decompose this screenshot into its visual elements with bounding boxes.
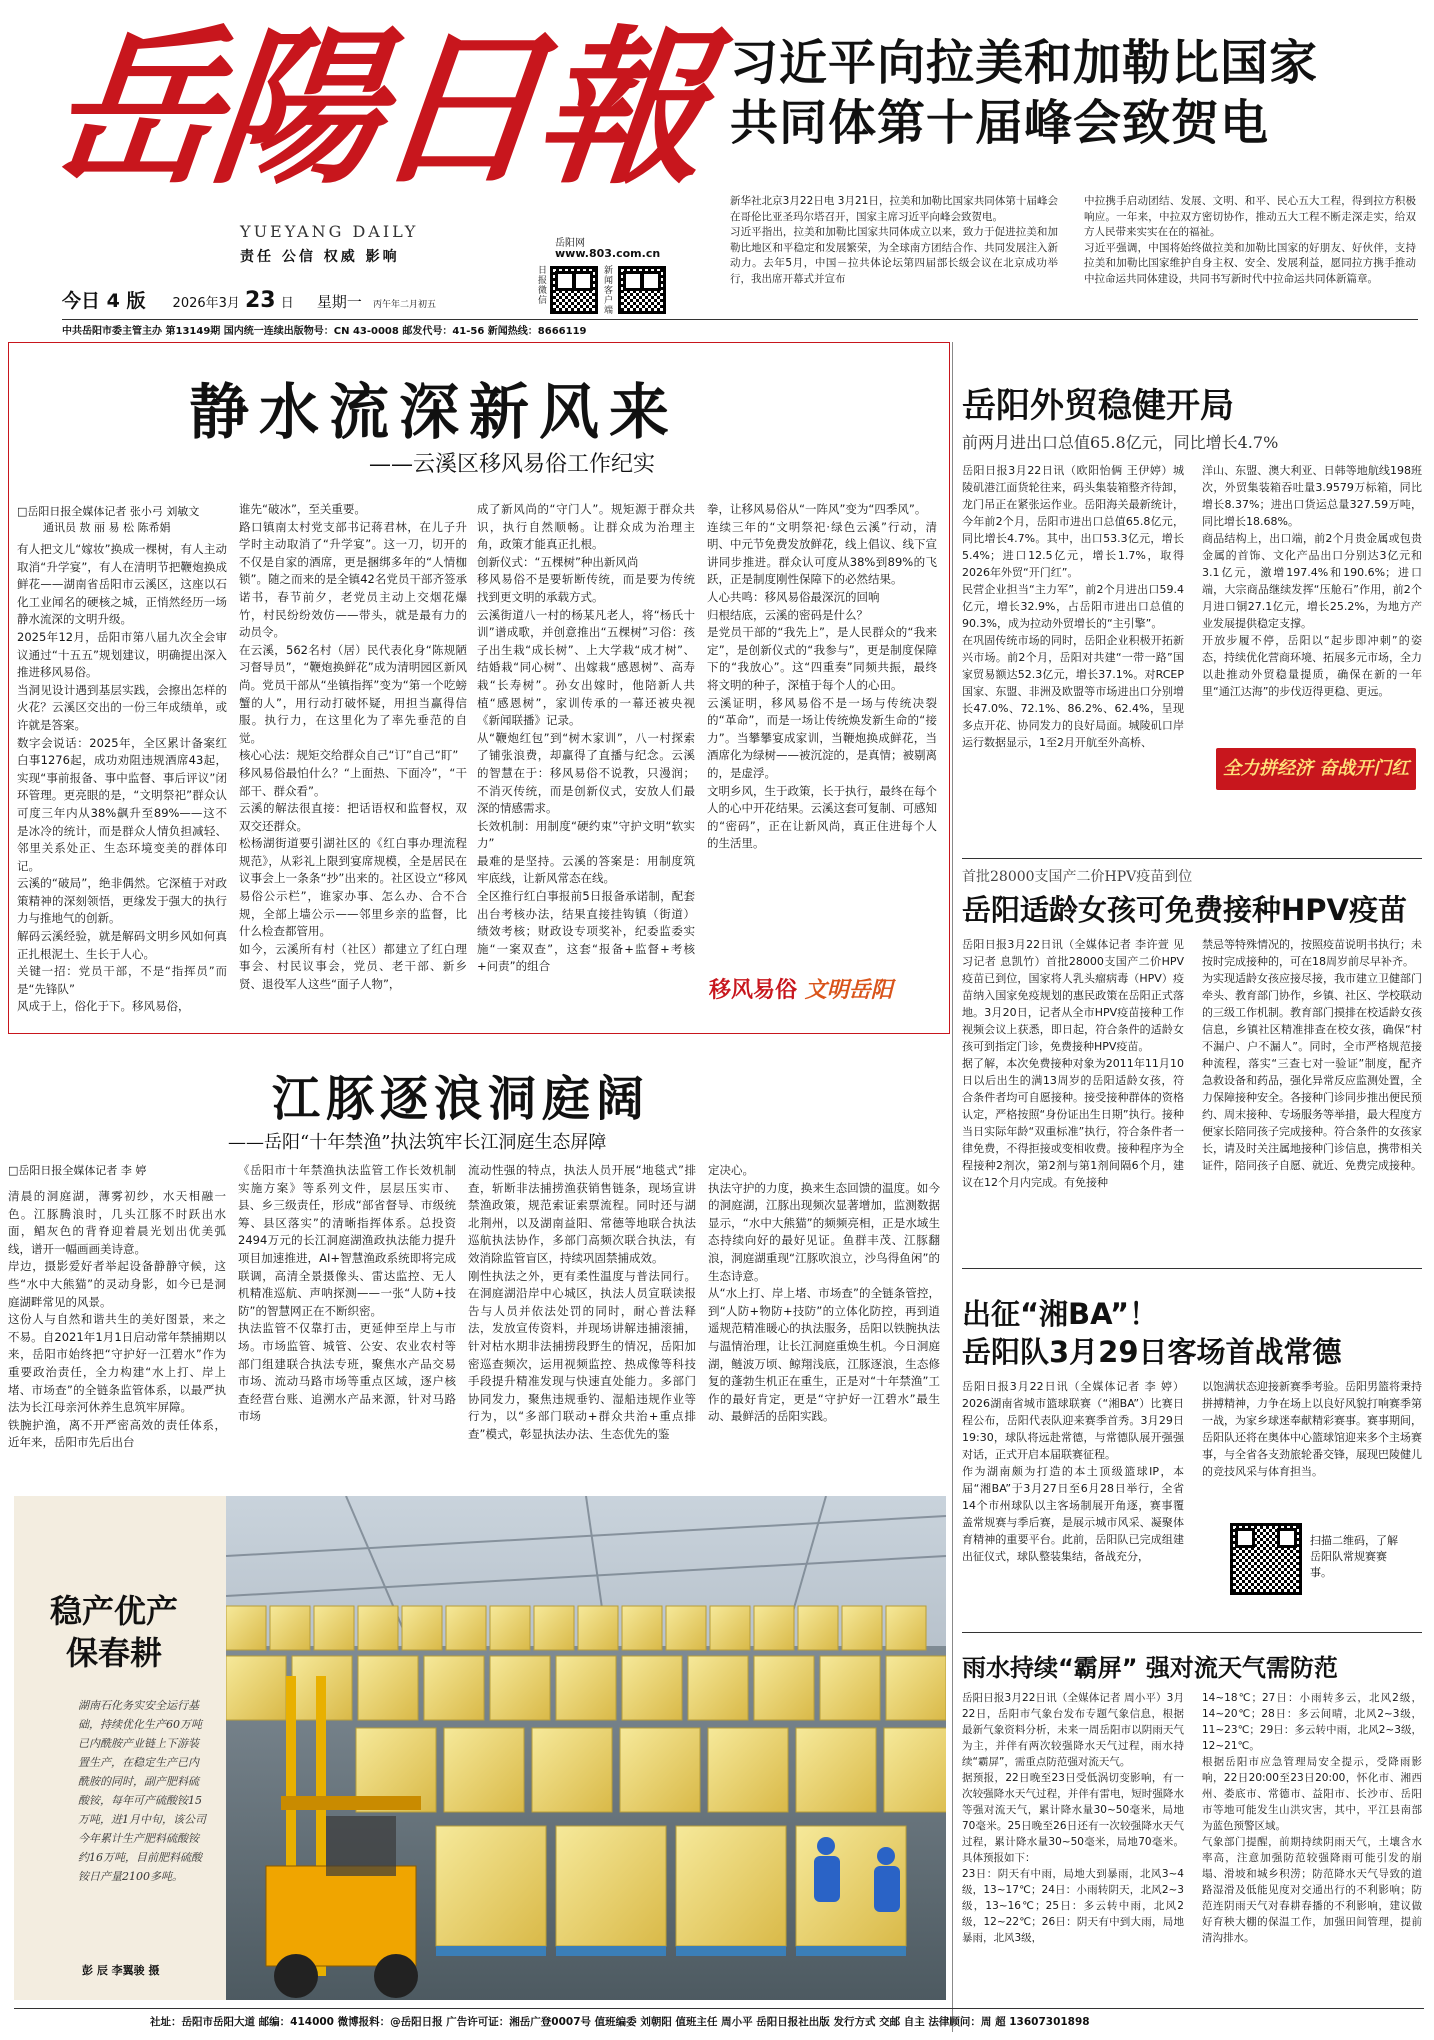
banner-text: 全力拼经济 奋战开门红 xyxy=(1222,758,1410,779)
hpv-story xyxy=(962,858,1422,1258)
feature1-col-2: 谁先“破冰”，至关重要。 路口镇南太村党支部书记蒋君林，在儿子升学时主动取消了“升学宴”。这一刀，切开的不仅是自家的酒席，更是捆绑多年的“人情枷锁”。随之而来的是全镇42名党员干部齐签承诺书，春节前夕，老党员主动上交烟花爆竹，村民纷纷效仿——带头，就是最有力的动员令。 在云溪，562名村（居）民代表化身“陈规陋习督导员”，“鞭炮换鲜花”成为清明园区新风尚。党员干部从“坐镇指挥”变为“第一个吃螃蟹的人”，用行动打破怀疑，用担当赢得信服。执行力，在这里化为了率先垂范的自觉。 核心心法：规矩交给群众自己“订”自己“盯” 移风易俗最怕什么？“上面热、下面冷”，“干部干、群众看”。 云溪的解法很直接：把话语权和监督权，双双交还群众。 松杨湖街道要引湖社区的《红白事办理流程规范》，从彩礼上限到宴席规模，全是居民在议事会上一条条“抄”出来的。社区设立“移风易俗公示栏”，谁家办事、怎么办、合不合规，全部上墙公示——邻里乡亲的监督，比什么检查都管用。 如今，云溪所有村（社区）都建立了红白理事会、村民议事会，党员、老干部、新乡贤、退役军人这些“面子人物”， xyxy=(239,502,467,992)
ba-col-1: 岳阳日报3月22日讯（全媒体记者 李 婷）2026湖南省城市篮球联赛（“湘BA”）比赛日程公布，岳阳代表队迎来赛季首秀。3月29日19:30，球队将远赴常德，与常德队展开强强对话，正式开启本届联赛征程。 作为湖南颇为打造的本土顶级篮球IP，本届“湘BA”于3月27日至6月28日举行，全省14个市州球队以主客场制展开角逐，赛事覆盖常规赛与季后赛，是展示城市风采、凝聚体育精神的重要平台。此前，岳阳队已完成组建出征仪式，球队整装集结，备战充分， xyxy=(962,1380,1184,1563)
qr2-label: 新闻客户端 xyxy=(604,266,614,316)
hpv-top-rule xyxy=(962,858,1422,859)
feature2-col-3: 流动性强的特点，执法人员开展“地毯式”排查，斩断非法捕捞渔获销售链条，现场宣讲禁渔政策，规范索证索票流程。同时还与湖北荆州，以及湖南益阳、常德等地联合执法巡航执法协作，多部门高频次联合执法，有效消除监管盲区，持续巩固禁捕成效。 刚性执法之外，更有柔性温度与普法同行。在洞庭湖沿岸中心城区，执法人员宣联读报告与人员并依法处罚的同时，耐心普法释法，发放宣传资料，并现场讲解违捕滚捕，针对枯水期非法捕捞段野生的情况，岳阳加密巡查频次，运用视频监控、热成像等科技手段提升精准发现与快速直处能力。多部门协同发力，聚焦违规垂钓、湿船违规作业等行为，以“多部门联动+群众共治+重点排查”模式，彰显执法办法、生态优先的鉴 xyxy=(468,1163,696,1441)
ba-title-1[interactable]: 出征“湘BA”！ xyxy=(962,1297,1159,1331)
photo-caption: 湖南石化务实安全运行基础，持续优化生产60万吨已内酰胺产业链上下游装置生产，在稳定生产已内酰胺的同时，副产肥料硫酸铵，每年可产硫酸铵15万吨，进1月中旬，该公司今年累计生产肥料硫酸铵约16万吨，目前肥料硫酸铵日产量2100多吨。 xyxy=(78,1699,206,1883)
feature2-byline: □岳阳日报全媒体记者 李 婷 xyxy=(8,1164,147,1177)
hpv-col-1: 岳阳日报3月22日讯（全媒体记者 李许萱 见习记者 息凯竹）首批28000支国产二价HPV疫苗已到位，国家将人乳头瘤病毒（HPV）疫苗纳入国家免疫规划的惠民政策在岳阳正式落地。3月20日，记者从全市HPV疫苗接种工作视频会议上获悉，即日起，符合条件的适龄女孩可到指定门诊，免费接种HPV疫苗。 据了解，本次免费接种对象为2011年11月10日以后出生的满13周岁的岳阳适龄女孩，符合条件者均可自愿接种。接受接种群体的资格认定，严格按照“身份证出生日期”执行。接种当日实际年龄“双重标准”执行，符合条件者一律免费，不得拒接或变相收费。接种程序为全程接种2剂次，第2剂与第1剂间隔6个月，建议在12个月内完成。有免接种 xyxy=(962,938,1184,1189)
masthead-pinyin: YUEYANG DAILY xyxy=(240,222,419,241)
web-url[interactable]: www.803.com.cn xyxy=(555,247,661,260)
feature-migration-box xyxy=(8,342,950,1034)
warehouse-photo-svg xyxy=(226,1496,946,2000)
photo-feature xyxy=(14,1496,946,2000)
lead-headline-2[interactable]: 共同体第十届峰会致贺电 xyxy=(730,95,1270,151)
feature1-col-3: 成了新风尚的“守门人”。规矩源于群众共识，执行自然顺畅。让群众成为治理主角，政策才能真正扎根。 创新仪式：“五棵树”种出新风尚 移风易俗不是要斩断传统，而是要为传统找到更文明的承载方式。 云溪街道八一村的杨某凡老人，将“杨氏十训”谱成歌，并创意推出“五棵树”习俗：孩子出生栽“成长树”、上大学栽“成才树”、结婚栽“同心树”、出嫁栽“感恩树”、高寿栽“长寿树”。孙女出嫁时，他陪新人共植“感恩树”，家训传承的一幕还被央视《新闻联播》记录。 从“鞭炮红包”到“树木家训”，八一村探索了铺张浪费，却赢得了直播与纪念。云溪的智慧在于：移风易俗不说教，只漫润；不消灭传统，而是创新仪式，安放人们最深的情感需求。 长效机制：用制度“硬约束”守护文明“软实力” 最难的是坚持。云溪的答案是：用制度筑牢底线，让新风常态在线。 全区推行红白事报前5日报备承诺制，配套出台考核办法，结果直接挂钩镇（街道）绩效考核；财政设专项奖补，纪委监委实施“一案双查”，这套“报备+监督+考核+问责”的组合 xyxy=(477,502,695,974)
feature1-title[interactable]: 静水流深新风来 xyxy=(189,378,679,448)
trade-story xyxy=(962,378,1422,848)
edition-count: 今日 4 版 xyxy=(62,290,146,312)
weekday: 星期一 xyxy=(316,293,362,311)
ba-title-2[interactable]: 岳阳队3月29日客场首战常德 xyxy=(962,1335,1342,1369)
publisher-line: 中共岳阳市委主管主办 第13149期 国内统一连续出版物号：CN 43-0008 邮发代号：41-56 新闻热线：8666119 xyxy=(62,326,587,337)
feature1-byline-2: 通讯员 敖 丽 易 松 陈希娟 xyxy=(43,521,171,534)
ba-qr-label: 扫描二维码，了解岳阳队常规赛赛事。 xyxy=(1310,1534,1398,1579)
feature2-col-1: 清晨的洞庭湖，薄雾初纱，水天相融一色。江豚腾浪时，几头江豚不时跃出水面，鲳灰色的背脊迎着晨光划出优美弧线，谱开一幅画画美诗意。 岸边，摄影爱好者举起设备静静守候，这些“水中大熊猫”的灵动身影，如今已是洞庭湖畔常见的风景。 这份人与自然和谐共生的美好图景，来之不易。自2021年1月1日启动常年禁捕期以来，岳阳市始终把“守护好一江碧水”作为重要政治责任，全力构建“水上打、岸上堵、市场查”的全链条监管体系，以最严执法为长江母亲河休养生息筑牢屏障。 铁腕护渔，离不开严密高效的责任体系，近年来，岳阳市先后出台 xyxy=(8,1189,226,1450)
economy-banner xyxy=(1216,748,1416,790)
date-day: 23 xyxy=(245,288,276,313)
feature1-subtitle: ——云溪区移风易俗工作纪实 xyxy=(369,452,656,477)
feature2-subtitle: ——岳阳“十年禁渔”执法筑牢长江洞庭生态屏障 xyxy=(228,1132,607,1153)
ba-story xyxy=(962,1268,1422,1620)
feature2-col-2: 《岳阳市十年禁渔执法监管工作长效机制实施方案》等系列文件，层层压实市、县、乡三级责任，形成“部省督导、市级统筹、县区落实”的清晰指挥体系。总投资2494万元的长江洞庭湖渔政执法能力提升项目加速推进，AI+智慧渔政系统即将完成联调，高清全景摄像头、雷达监控、无人机精准巡航、声呐探测——一张“人防+技防”的智慧网正在不断织密。 执法监管不仅靠打击，更延伸至岸上与市场。市场监管、城管、公安、农业农村等部门组建联合执法专班，聚焦水产品交易市场、流动马路市场等重点区域，逐户核查经营台账、追溯水产品来源，针对马路市场 xyxy=(238,1163,456,1424)
right-col-divider xyxy=(952,342,953,2032)
masthead-logo: 岳陽日報 xyxy=(41,9,711,207)
photo-title-2[interactable]: 保春耕 xyxy=(66,1634,163,1672)
warehouse-photo[interactable] xyxy=(226,1496,946,2000)
hpv-title[interactable]: 岳阳适龄女孩可免费接种HPV疫苗 xyxy=(962,893,1407,927)
date-suffix: 日 xyxy=(280,296,294,311)
weather-top-rule xyxy=(962,1632,1422,1633)
app-qr-icon[interactable] xyxy=(618,266,666,314)
feature1-stamp xyxy=(709,973,893,1004)
stamp-text-2: 文明岳阳 xyxy=(804,977,893,1003)
lunar-date: 丙午年二月初五 xyxy=(372,300,436,310)
weather-col-1: 岳阳日报3月22日讯（全媒体记者 周小平）3月22日，岳阳市气象台发布专题气象信息，根据最新气象资料分析，未来一周岳阳市以阴雨天气为主，并伴有两次较强降水天气过程，雨水持续“霸屏”，需重点防范强对流天气。 据预报，22日晚至23日受低涡切变影响，有一次较强降水天气过程，并伴有雷电，短时强降水等强对流天气，累计降水量30~50毫米，局地70毫米。25日晚至26日还有一次较强降水天气过程，累计降水量30~50毫米，局地70毫米。具体预报如下： 23日：阴天有中雨，局地大到暴雨，北风3~4级，13~17℃；24日：小雨转阴天，北风2~3级，13~16℃；25日：多云转中雨，北风2级，12~22℃；26日：阴天有中到大雨，局地暴雨，北风3级， xyxy=(962,1692,1184,1944)
date-line xyxy=(62,286,622,312)
lead-story xyxy=(730,14,1420,314)
trade-subtitle: 前两月进出口总值65.8亿元，同比增长4.7% xyxy=(962,433,1279,452)
ba-qr-icon[interactable] xyxy=(1230,1523,1302,1595)
weather-story xyxy=(962,1632,1422,2002)
weather-title[interactable]: 雨水持续“霸屏” 强对流天气需防范 xyxy=(962,1654,1338,1682)
photo-title-1[interactable]: 稳产优产 xyxy=(50,1592,179,1630)
feature2-col-4: 定决心。 执法守护的力度，换来生态回馈的温度。如今的洞庭湖，江豚出现频次显著增加，监测数据显示，“水中大熊猫”的频频亮相，正是水域生态持续向好的最好见证。鱼群丰茂、江豚翻浪，洞庭湖重现“江豚吹浪立，沙鸟得鱼闲”的生态诗意。 从“水上打、岸上堵、市场查”的全链条管控，到“人防+物防+技防”的立体化防控，再到逍遥规范精准暖心的执法服务，岳阳以铁腕执法与温情治理，让长江洞庭重焕生机。今日洞庭湖，鲢波万顷、鲸翔浅底，江豚逐浪，生态修复的蓬勃生机正在重生，正是对“十年禁渔”工作的最好肯定，更是“守护好一江碧水”最生动、最鲜活的岳阳实践。 xyxy=(708,1163,940,1424)
footer-line: 社址：岳阳市岳阳大道 邮编：414000 微博报料：@岳阳日报 广告许可证：湘岳广登0007号 值班编委 刘朝阳 值班主任 周小平 岳阳日报社出版 发行方式 交邮 自主 法律顾问：周 超 13607301898 xyxy=(150,2016,1090,2028)
hpv-col-2: 禁忌等特殊情况的，按照疫苗说明书执行；未按时完成接种的，可在18周岁前尽早补齐。 为实现适龄女孩应接尽接，我市建立卫健部门牵头、教育部门协作，乡镇、社区、学校联动的三级工作机制。教育部门摸排在校适龄女孩信息，乡镇社区精准排查在校女孩，确保“村不漏户、户不漏人”。同时，全市严格规范接种流程，落实“三查七对一验证”制度，配齐急救设备和药品，强化异常反应监测处置，全力保障接种安全。各接种门诊同步推出便民预约、周末接种、专场服务等举措，最大程度方便家长陪同孩子完成接种。符合条件的女孩家长，请及时关注属地接种门诊信息，携带相关证件，陪同孩子自愿、就近、免费完成接种。 xyxy=(1202,938,1422,1172)
photo-credit: 彭 辰 李翼骏 摄 xyxy=(82,1964,160,1977)
footer-rule xyxy=(14,2008,1424,2009)
trade-title[interactable]: 岳阳外贸稳健开局 xyxy=(962,386,1234,426)
date-prefix: 2026年3月 xyxy=(172,296,240,311)
masthead-motto: 责任 公信 权威 影响 xyxy=(240,249,400,265)
feature1-col-4: 拳，让移风易俗从“一阵风”变为“四季风”。 连续三年的“文明祭祀·绿色云溪”行动，清明、中元节免费发放鲜花，线上倡议、线下宣讲同步推进。群众认可度从38%到89%的飞跃，正是制度刚性保障下的必然结果。 人心共鸣：移风易俗最深沉的回响 归根结底，云溪的密码是什么？ 是党员干部的“我先上”，是人民群众的“我来定”，是创新仪式的“我参与”，更是制度保障下的“我放心”。这“四重奏”同频共振，最终将文明的种子，深植于每个人的心田。 云溪证明，移风易俗不是一场与传统决裂的“革命”，而是一场让传统焕发新生命的“接力”。当攀攀宴成家训，当鞭炮换成鲜花，当酒席化为绿树——被沉淀的，是真情；被剔离的，是虚浮。 文明乡风，生于政策，长于执行，最终在每个人的心中开花结果。云溪这套可复制、可感知的“密码”，正在让新风尚，真正住进每个人的生活里。 xyxy=(707,502,937,851)
ba-top-rule xyxy=(962,1268,1422,1269)
ba-col-2: 以饱满状态迎接新赛季考验。岳阳男篮将秉持拼搏精神，力争在场上以良好风貌打响赛季第一战，为家乡球迷奉献精彩赛事。赛事期间，岳阳队还将在奥体中心篮球馆迎来多个主场赛事，与全省各支劲旅轮番交锋，展现巴陵健儿的竞技风采与体育担当。 xyxy=(1202,1380,1422,1478)
masthead-rule xyxy=(62,319,1418,320)
feature2-title[interactable]: 江豚逐浪洞庭阔 xyxy=(272,1071,651,1127)
qr1-label: 日报微信 xyxy=(538,266,548,306)
weather-col-2: 14~18℃；27日：小雨转多云，北风2级，14~20℃；28日：多云间晴，北风2~3级，11~23℃；29日：多云转中雨，北风2~3级，12~21℃。 根据岳阳市应急管理局安全提示，受降雨影响，22日20:00至23日20:00，怀化市、湘西州、娄底市、常德市、益阳市、长沙市、岳阳市等地可能发生山洪灾害，其中，平江县南部为蓝色预警区域。 气象部门提醒，前期持续阴雨天气，土壤含水率高，注意加强防范较强降雨可能引发的崩塌、滑坡和城乡积涝；防范降水天气导致的道路湿滑及低能见度对交通出行的不利影响；防范连阴雨天气对春耕春播的不利影响，建议做好育秧大棚的保温工作，加强田间管理，提前清沟排水。 xyxy=(1202,1692,1422,1944)
feature1-byline-1: □岳阳日报全媒体记者 张小弓 刘敏文 xyxy=(17,505,200,518)
trade-col-2: 洋山、东盟、澳大利亚、日韩等地航线198班次，外贸集装箱吞吐量3.9579万标箱，同比增长8.37%；进出口货运总量327.59万吨，同比增长18.68%。 商品结构上，出口端，前2个月贵金属或包贵金属的首饰、文化产品出口分别达3亿元和3.1亿元，激增197.4%和190.6%；进口端，大宗商品继续发挥“压舱石”作用，前2个月进口铜27.1亿元，增长25.2%，为地方产业发展提供稳定支撑。 开放步履不停，岳阳以“起步即冲刺”的姿态，持续优化营商环境、拓展多元市场，全力以赴推动外贸稳量提质，确保在新的一年里“通江达海”的步伐迈得更稳、更远。 xyxy=(1202,464,1422,698)
lead-col-2: 中拉携手启动团结、发展、文明、和平、民心五大工程，得到拉方积极响应。一年来，中拉双方密切协作，推动五大工程不断走深走实，给双方人民带来实实在在的福祉。 习近平强调，中国将始终做拉美和加勒比国家的好朋友、好伙伴，支持拉美和加勒比国家维护自身主权、安全、发展利益，愿同拉方携手推动中拉命运共同体建设，共同书写新时代中拉命运共同体新篇章。 xyxy=(1084,195,1416,285)
hpv-kicker: 首批28000支国产二价HPV疫苗到位 xyxy=(962,869,1193,885)
lead-col-1: 新华社北京3月22日电 3月21日，拉美和加勒比国家共同体第十届峰会在哥伦比亚圣玛尔塔召开，国家主席习近平向峰会致贺电。 习近平指出，拉美和加勒比国家共同体成立以来，致力于促进拉美和加勒比地区和平稳定和发展繁荣，为全球南方团结合作、共同发展注入新动力。去年5月，中国－拉共体论坛第四届部长级会议在北京成功举行，我出席开幕式并宣布 xyxy=(730,195,1058,285)
stamp-text: 移风易俗 xyxy=(709,977,798,1003)
trade-col-1: 岳阳日报3月22日讯（欧阳怡俩 王伊婷）城陵矶港江面货轮往来，码头集装箱整齐待卸，龙门吊正在紧张运作业。岳阳海关最新统计，今年前2个月，岳阳市进出口总值65.8亿元，同比增长4.7%。其中，出口53.3亿元，增长5.4%；进口12.5亿元，增长1.7%，取得2026年外贸“开门红”。 民营企业担当“主力军”，前2个月进出口59.4亿元，增长32.9%，占岳阳市进出口总值的90.3%，成为拉动外贸增长的“主引擎”。 在巩固传统市场的同时，岳阳企业积极开拓新兴市场。前2个月，岳阳对共建“一带一路”国家贸易额达52.3亿元，增长37.1%。对RCEP国家、东盟、非洲及欧盟等市场进出口分别增长47.0%、72.1%、86.2%、62.4%，呈现多点开花、协同发力的良好局面。城陵矶口岸运行数据显示，1至2月开航至外高桥、 xyxy=(962,464,1184,749)
lead-headline-1[interactable]: 习近平向拉美和加勒比国家 xyxy=(730,35,1319,91)
web-label: 岳阳网 xyxy=(555,238,585,249)
feature1-col-1: 有人把文儿“嫁妆”换成一棵树，有人主动取消“升学宴”，有人在清明节把鞭炮换成鲜花——湖南省岳阳市云溪区，这座以石化工业闻名的硬核之城，正悄然经历一场静水流深的文明升级。 2025年12月，岳阳市第八届九次全会审议通过“十五五”规划建议，明确提出深入推进移风易俗。 当洞见设计遇到基层实践，会擦出怎样的火花？云溪区交出的一份三年成绩单，或许就是答案。 数字会说话：2025年，全区累计备案红白事1276起，成功劝阻违规酒席43起，实现“事前报备、事中监督、事后评议”闭环管理。更亮眼的是，“文明祭祀”群众认可度三年内从38%飙升至89%——这不是冰冷的统计，而是群众人情负担减轻、邻里关系处正、生态环境变美的群体印记。 云溪的“破局”，绝非偶然。它深植于对政策精神的深刻领悟，更缘发于强大的执行力与推地气的创新。 解码云溪经验，就是解码文明乡风如何真正扎根泥土、生长于人心。 关键一招：党员干部，不是“指挥员”而是“先锋队” 风成于上，俗化于下。移风易俗， xyxy=(17,542,227,1014)
feature-porpoise xyxy=(8,1040,950,1490)
